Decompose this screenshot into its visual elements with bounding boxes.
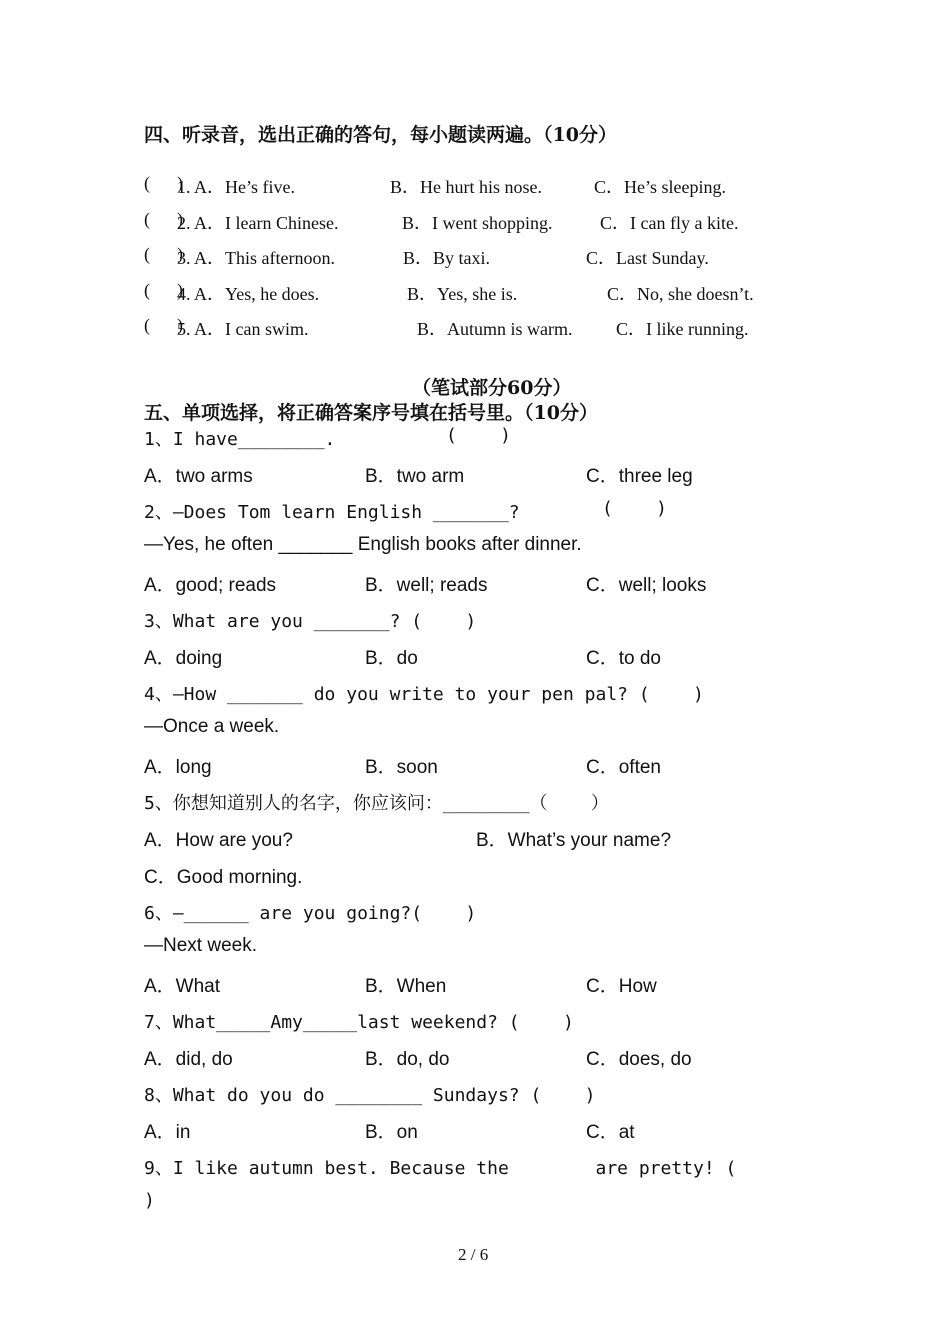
- option-a: A．two arms: [144, 466, 253, 487]
- page-number: 2 / 6: [458, 1245, 489, 1264]
- option-c: C．I can fly a kite.: [600, 213, 739, 233]
- option-a: A．in: [144, 1122, 191, 1143]
- option-b: B．I went shopping.: [402, 213, 553, 233]
- question-stem: 5、你想知道别人的名字，你应该问：________（ ）: [144, 793, 609, 814]
- option-a: A．did, do: [144, 1049, 233, 1070]
- option-b: B．Autumn is warm.: [417, 319, 573, 339]
- option-c: C．at: [586, 1122, 635, 1143]
- answer-bracket: ( ): [602, 498, 668, 519]
- question-stem: 2、—Does Tom learn English _______?: [144, 502, 520, 523]
- option-c: C．How: [586, 976, 657, 997]
- option-a: 4. A．Yes, he does.: [177, 284, 320, 304]
- option-c: C．He’s sleeping.: [594, 177, 726, 197]
- question-reply: —Yes, he often _______ English books after dinner.: [144, 534, 582, 555]
- option-b: B．do, do: [365, 1049, 450, 1070]
- question-stem-continued: ): [144, 1190, 155, 1211]
- option-a: A．good; reads: [144, 575, 277, 596]
- question-stem: 1、I have________.: [144, 429, 336, 450]
- option-b: B．two arm: [365, 466, 465, 487]
- written-part-header: （笔试部分60分）: [412, 377, 572, 399]
- question-stem: 3、What are you _______? ( ): [144, 611, 477, 632]
- option-c: C．does, do: [586, 1049, 692, 1070]
- answer-bracket: ( ): [144, 280, 183, 300]
- question-stem: 7、What_____Amy_____last weekend? ( ): [144, 1012, 574, 1033]
- option-a: 3. A．This afternoon.: [177, 248, 335, 268]
- option-b: B．By taxi.: [403, 248, 491, 268]
- option-a: A．What: [144, 976, 221, 997]
- option-c: C．to do: [586, 648, 661, 669]
- option-c: C．often: [586, 757, 661, 778]
- answer-bracket: ( ): [144, 315, 183, 335]
- option-a: A．How are you?: [144, 830, 293, 851]
- option-a: A．long: [144, 757, 212, 778]
- option-a: 1. A．He’s five.: [177, 177, 295, 197]
- listening-section-title: 四、听录音，选出正确的答句，每小题读两遍。（10分）: [144, 124, 617, 146]
- option-a: 2. A．I learn Chinese.: [177, 213, 339, 233]
- question-stem: 4、—How _______ do you write to your pen pal? ( ): [144, 684, 704, 705]
- option-a: A．doing: [144, 648, 223, 669]
- option-c: C．Last Sunday.: [586, 248, 709, 268]
- answer-bracket: ( ): [144, 244, 183, 264]
- answer-bracket: ( ): [446, 425, 512, 446]
- question-stem: 9、I like autumn best. Because the are pretty! (: [144, 1158, 737, 1179]
- option-c: C．No, she doesn’t.: [607, 284, 754, 304]
- option-b: B．do: [365, 648, 418, 669]
- option-c: C．I like running.: [616, 319, 749, 339]
- option-b: B．When: [365, 976, 447, 997]
- option-a: 5. A．I can swim.: [177, 319, 309, 339]
- answer-bracket: ( ): [144, 209, 183, 229]
- option-c: C．three leg: [586, 466, 693, 487]
- option-c: C．well; looks: [586, 575, 707, 596]
- option-b: B．What’s your name?: [476, 830, 672, 851]
- option-b: B．on: [365, 1122, 418, 1143]
- question-reply: —Once a week.: [144, 716, 280, 737]
- option-b: B．He hurt his nose.: [390, 177, 542, 197]
- option-b: B．soon: [365, 757, 438, 778]
- answer-bracket: ( ): [144, 173, 183, 193]
- choice-section-title: 五、单项选择，将正确答案序号填在括号里。（10分）: [144, 402, 598, 424]
- question-reply: —Next week.: [144, 935, 257, 956]
- option-b: B．well; reads: [365, 575, 488, 596]
- option-b: B．Yes, she is.: [407, 284, 518, 304]
- option-c: C．Good morning.: [144, 867, 303, 888]
- question-stem: 8、What do you do ________ Sundays? ( ): [144, 1085, 596, 1106]
- question-stem: 6、—______ are you going?( ): [144, 903, 477, 924]
